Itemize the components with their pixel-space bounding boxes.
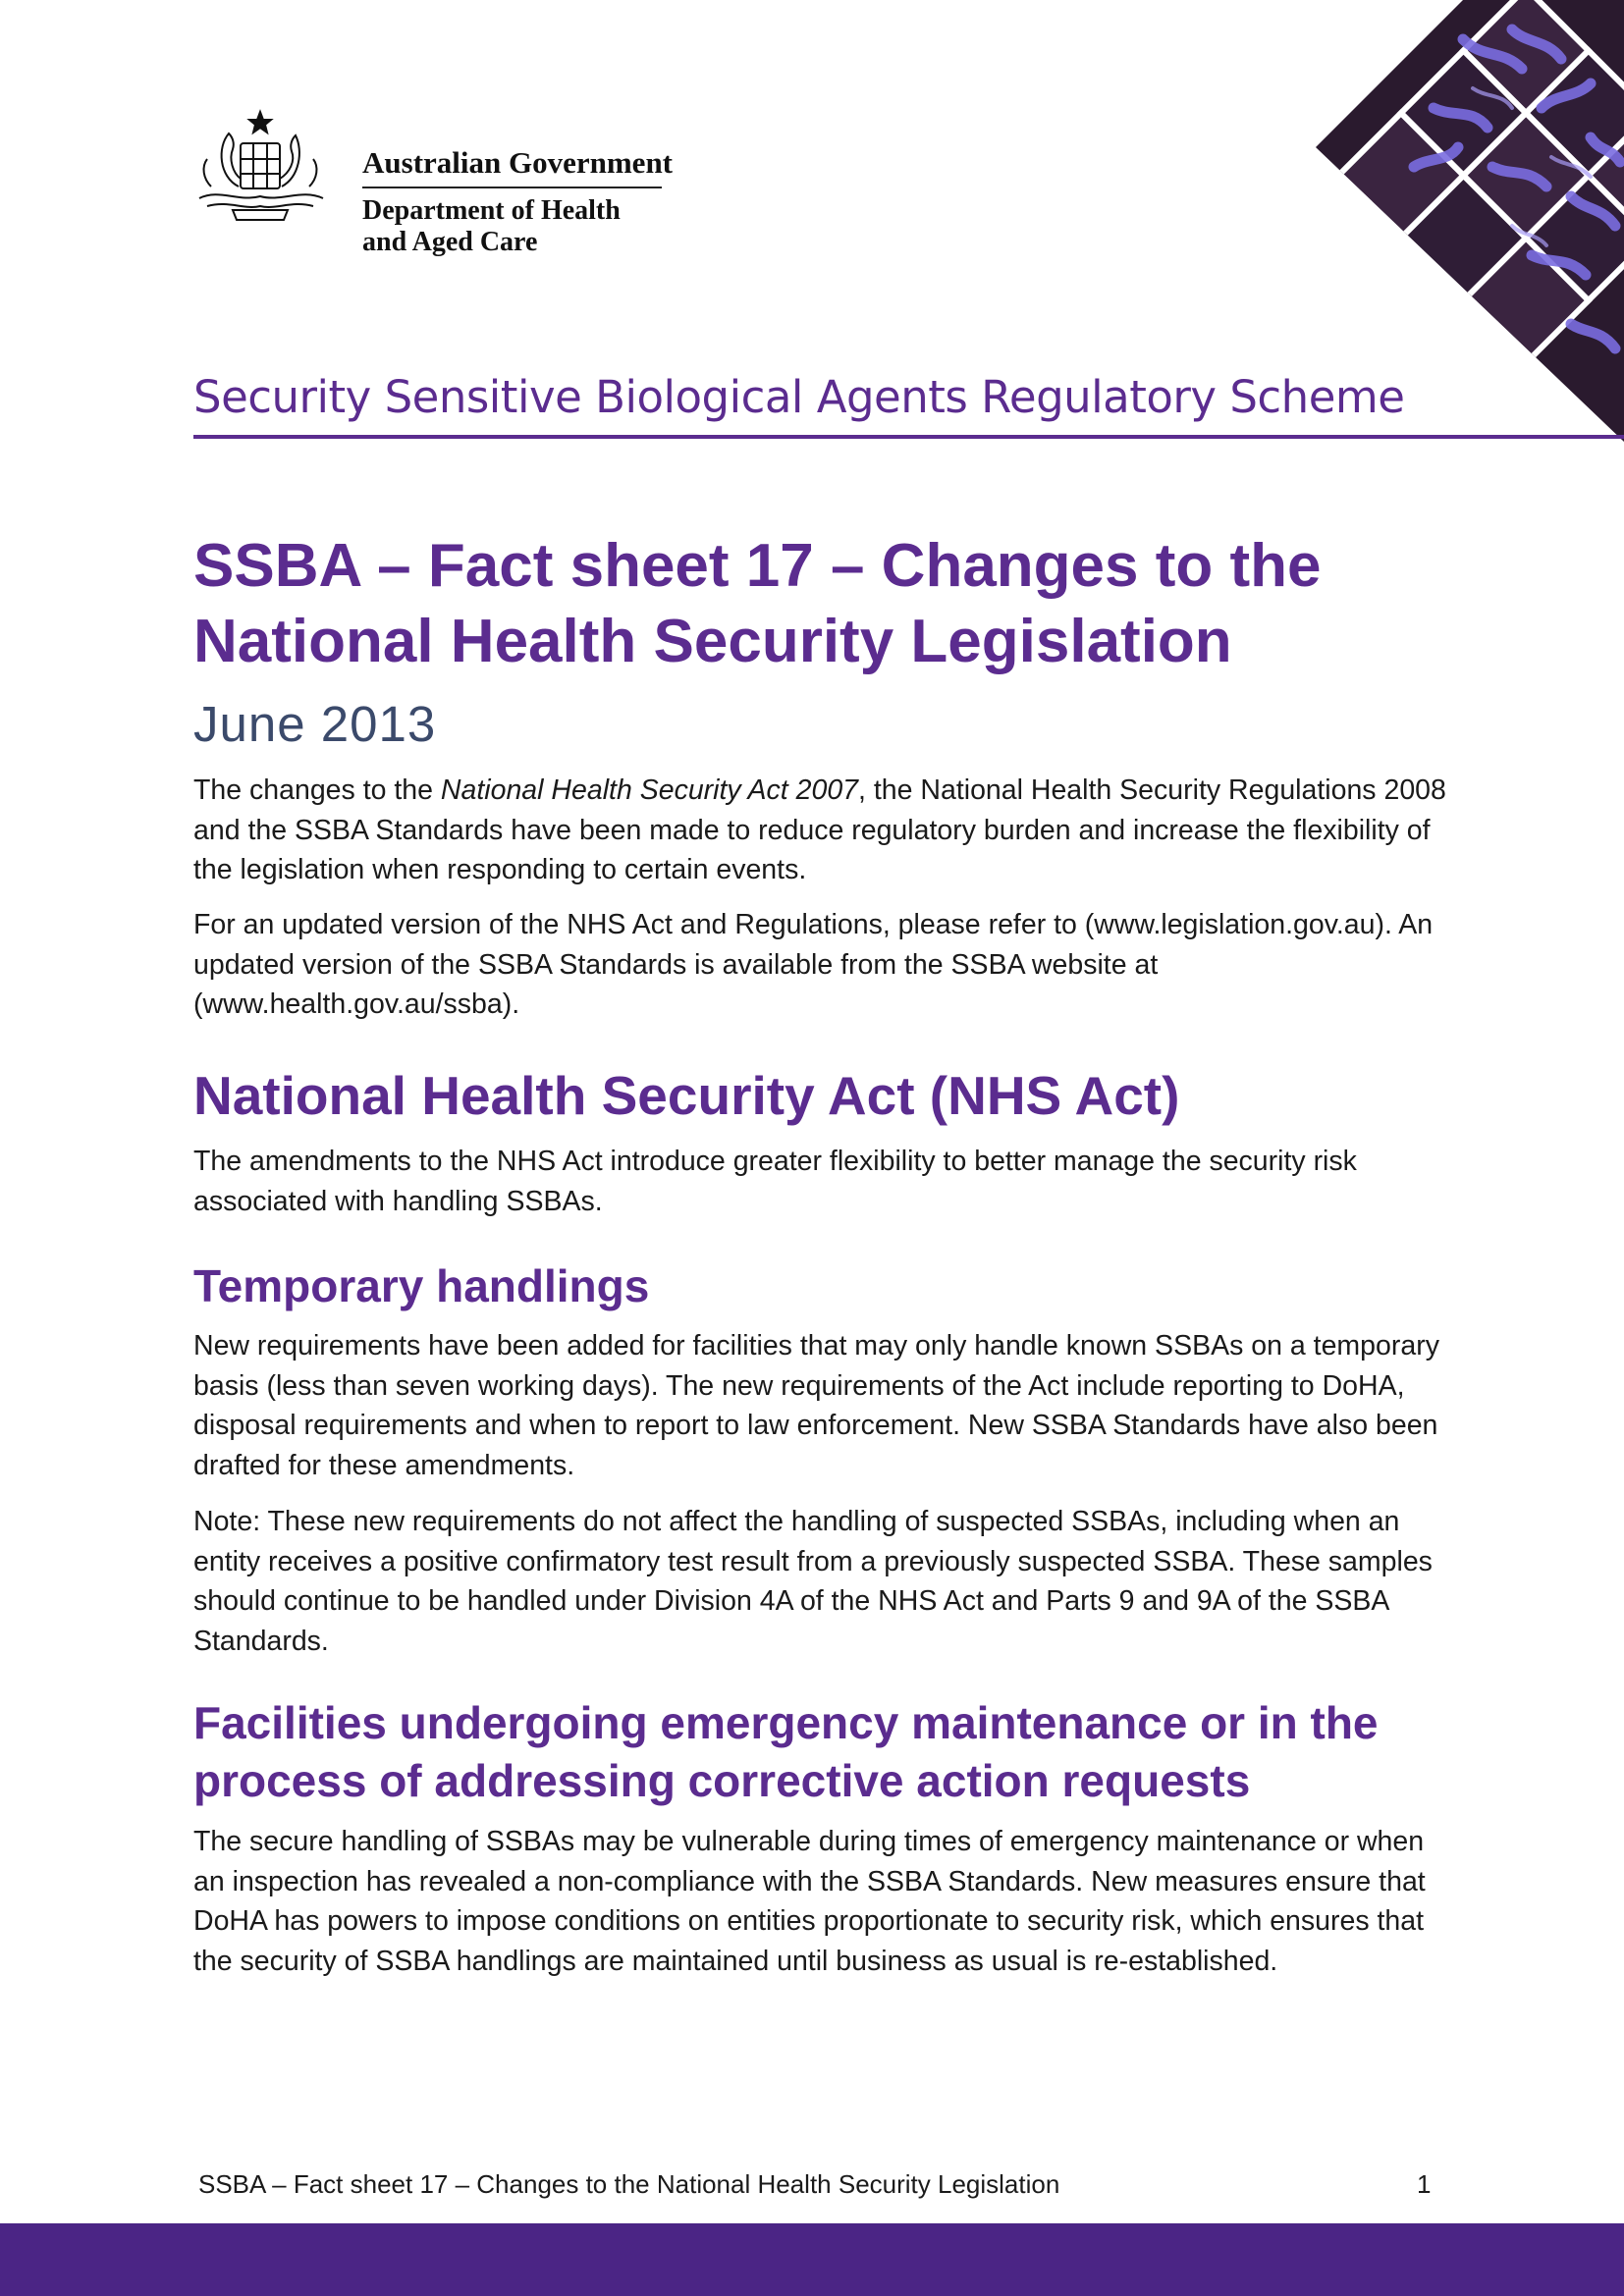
section-heading-nhs-act: National Health Security Act (NHS Act) <box>193 1065 1180 1126</box>
section-emergency-body: The secure handling of SSBAs may be vulnerable during times of emergency maintenance or when an inspection has revealed a non-compliance with the SSBA Standards. New measures ensure that DoHA has powers to impose conditions on entities proportionate to security risk, which ensures that the security of SSBA handlings are maintained until business as usual is re-established. <box>193 1826 1426 1977</box>
government-name: Australian Government <box>362 145 674 180</box>
section-nhs-act-body: The amendments to the NHS Act introduce greater flexibility to better manage the security risk associated with handling SSBAs. <box>193 1146 1357 1217</box>
coat-of-arms-icon <box>189 108 332 236</box>
page-number: 1 <box>1417 2169 1432 2199</box>
act-name-italic: National Health Security Act 2007 <box>440 774 859 806</box>
document-date: June 2013 <box>193 696 437 752</box>
document-title: SSBA – Fact sheet 17 – Changes to the National Health Security Legislation <box>193 532 1322 675</box>
logo-divider <box>362 187 662 188</box>
intro-paragraph-1: The changes to the National Health Security Act 2007, the National Health Security Regulations 2008 and the SSBA Standards have been made to reduce regulatory burden and increase the flexibility of the legislation when responding to certain events. <box>193 774 1446 885</box>
section-heading-emergency-maintenance: Facilities undergoing emergency maintenance or in the process of addressing corrective action requests <box>193 1697 1379 1806</box>
footer-document-title: SSBA – Fact sheet 17 – Changes to the National Health Security Legislation <box>198 2169 1060 2199</box>
scheme-title: Security Sensitive Biological Agents Regulatory Scheme <box>193 371 1405 423</box>
footer-band <box>0 2223 1624 2296</box>
intro-paragraph-2: For an updated version of the NHS Act and Regulations, please refer to (www.legislation.gov.au). An updated version of the SSBA Standards is available from the SSBA website at (www.health.gov.au/ssba). <box>193 909 1434 1020</box>
department-name-line1: Department of Health <box>362 195 621 226</box>
section-temporary-body: New requirements have been added for facilities that may only handle known SSBAs on a temporary basis (less than seven working days). The new requirements of the Act include reporting to DoHA, disposal requirements and when to report to law enforcement. New SSBA Standards have also been drafted for these amendments. <box>193 1330 1439 1481</box>
section-temporary-note: Note: These new requirements do not affect the handling of suspected SSBAs, including when an entity receives a positive confirmatory test result from a previously suspected SSBA. These samples should continue to be handled under Division 4A of the NHS Act and Parts 9 and 9A of the SSBA Standards. <box>193 1506 1433 1657</box>
scheme-divider <box>193 435 1624 439</box>
section-heading-temporary-handlings: Temporary handlings <box>193 1260 650 1311</box>
department-name-line2: and Aged Care <box>362 227 538 257</box>
